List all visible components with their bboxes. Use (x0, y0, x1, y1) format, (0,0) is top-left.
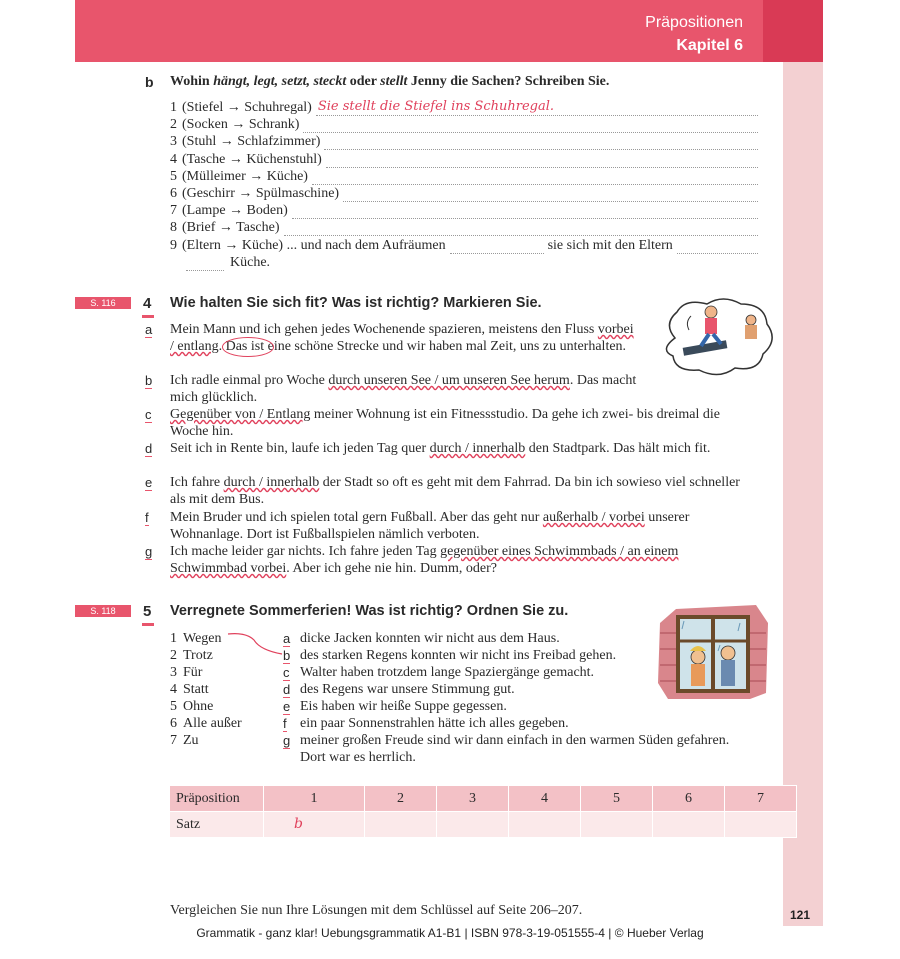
exercise-4-number: 4 (143, 295, 152, 312)
exercise-4-title: Wie halten Sie sich fit? Was ist richtig? Markieren Sie. (170, 295, 542, 311)
list-item (170, 543, 730, 577)
list-item (170, 681, 209, 698)
table-cell: 7 (725, 786, 797, 812)
item-text: Mein Mann und ich gehen jedes Wochenende spazieren, meistens den Fluss (170, 322, 595, 337)
item-number: 5 (170, 168, 177, 184)
list-item: des starken Regens konnten wir nicht ins Freibad gehen. (300, 648, 617, 663)
page-number: 121 (790, 908, 811, 922)
answer-options[interactable]: Gegenüber von / Entlang (170, 407, 311, 422)
answer-options[interactable]: durch / innerhalb (223, 475, 320, 490)
answer-options[interactable]: gegenüber eines Schwimmbads / an einem Schwimmbad vorbei (170, 544, 679, 576)
item-letter: c (145, 407, 152, 422)
table-row-label: Präposition (170, 786, 264, 812)
answer-cell[interactable] (725, 812, 797, 838)
item-number: 6 (170, 186, 177, 201)
list-item (170, 647, 213, 664)
number-underline (142, 315, 154, 318)
answer-options[interactable]: außerhalb / vorbei (542, 510, 645, 525)
list-item: des Regens war unsere Stimmung gut. (300, 682, 515, 697)
list-item (170, 509, 730, 543)
chapter-number: Kapitel 6 (676, 37, 743, 54)
item-number: 4 (170, 682, 177, 697)
answer-blank[interactable] (326, 153, 758, 168)
answer-options[interactable]: vorbei / entlang (170, 322, 634, 354)
answer-cell[interactable] (437, 812, 509, 838)
answer-blank[interactable] (343, 187, 758, 202)
table-cell: 3 (437, 786, 509, 812)
answer-cell[interactable] (365, 812, 437, 838)
preposition-word: Wegen (183, 631, 222, 646)
rainy-window-illustration (656, 603, 770, 701)
list-item (170, 202, 758, 219)
answer-connector-line (226, 630, 286, 660)
list-item (170, 116, 758, 133)
compare-instruction: Vergleichen Sie nun Ihre Lösungen mit dem Schlüssel auf Seite 206–207. (170, 903, 583, 918)
sentence-letter: c (283, 665, 290, 680)
answer-cell[interactable] (653, 812, 725, 838)
chapter-banner (75, 0, 823, 62)
item-text: . Aber ich gehe nie hin. Dumm, oder? (286, 561, 497, 576)
table-row-label: Satz (170, 812, 264, 838)
item-text: sie sich mit den Eltern (547, 237, 673, 253)
item-prompt: (Eltern → Küche) ... und nach dem Aufräumen (182, 237, 446, 253)
exercise-b-instruction: Wohin hängt, legt, setzt, steckt oder stellt Jenny die Sachen? Schreiben Sie. (170, 74, 610, 89)
sentence-letter: g (283, 733, 291, 748)
item-number: 2 (170, 648, 177, 663)
item-text: Ich mache leider gar nichts. Ich fahre jeden Tag (170, 544, 437, 559)
answer-options[interactable]: durch unseren See / um unseren See herum (328, 373, 570, 388)
item-text: meiner Wohnung ist ein Fitnessstudio. Da gehe ich zwei- bis dreimal die Woche hin. (170, 407, 720, 439)
list-item: Walter haben trotzdem lange Spaziergänge gemacht. (300, 665, 595, 680)
item-text: Ich fahre (170, 475, 221, 490)
answer-blank[interactable] (303, 118, 758, 133)
answer-circle (222, 337, 274, 357)
item-text: den Stadtpark. Das hält mich fit. (525, 441, 711, 456)
page-ref-badge: S. 116 (75, 297, 131, 309)
answer-blank[interactable] (292, 204, 758, 219)
sentence-letter: f (283, 716, 287, 731)
preposition-word: Zu (183, 733, 199, 748)
sentence-letter: b (283, 648, 291, 663)
sentence-letter: d (283, 682, 291, 697)
item-text: Seit ich in Rente bin, laufe ich jeden Tag quer (170, 441, 427, 456)
handwritten-answer: b (294, 816, 303, 832)
answer-blank[interactable] (186, 258, 224, 271)
item-number: 6 (170, 716, 177, 731)
list-item (170, 715, 242, 732)
list-item: ein paar Sonnenstrahlen hätte ich alles gegeben. (300, 716, 569, 731)
preposition-word: Alle außer (183, 716, 242, 731)
answer-options[interactable]: durch / innerhalb (429, 441, 526, 456)
list-item (170, 372, 640, 406)
list-item-continuation (186, 254, 270, 271)
list-item (170, 698, 213, 715)
list-item (170, 151, 758, 168)
list-item (170, 185, 758, 202)
table-cell: 4 (509, 786, 581, 812)
list-item (170, 474, 750, 508)
item-text: Mein Bruder und ich spielen total gern Fußball. Aber das geht nur (170, 510, 540, 525)
item-letter: f (145, 510, 149, 525)
exercise-5-title: Verregnete Sommerferien! Was ist richtig? Ordnen Sie zu. (170, 603, 569, 619)
item-prompt: (Stiefel → Schuhregal) (182, 100, 312, 115)
exercise-5-number: 5 (143, 603, 152, 620)
table-cell: 2 (365, 786, 437, 812)
number-underline (142, 623, 154, 626)
item-number: 7 (170, 733, 177, 748)
item-letter: a (145, 322, 153, 337)
item-text: der Stadt so oft es geht mit dem Fahrrad. Da bin ich sowieso viel schneller als mit dem Bus. (170, 475, 740, 507)
item-prompt: (Brief → Tasche) (182, 220, 280, 236)
item-prompt: (Geschirr → Spülmaschine) (182, 186, 340, 201)
item-prompt: (Stuhl → Schlafzimmer) (182, 134, 321, 150)
preposition-word: Für (183, 665, 203, 680)
preposition-word: Trotz (183, 648, 213, 663)
item-number: 3 (170, 665, 177, 680)
list-item (170, 732, 199, 749)
answer-blank[interactable] (316, 101, 758, 116)
list-item: dicke Jacken konnten wir nicht aus dem Haus. (300, 631, 560, 646)
fitness-illustration (655, 296, 777, 380)
item-prompt: (Socken → Schrank) (182, 117, 300, 133)
item-letter: g (145, 544, 153, 559)
item-number: 4 (170, 151, 177, 167)
item-text: unserer Wohnanlage. Dort ist Fußballspielen nämlich verboten. (170, 510, 690, 542)
list-item (170, 664, 202, 681)
item-text: . Das macht mich glücklich. (170, 373, 637, 405)
list-item: Eis haben wir heiße Suppe gegessen. (300, 699, 507, 714)
item-prompt: (Mülleimer → Küche) (182, 168, 308, 184)
list-item (170, 168, 758, 185)
answer-blank[interactable] (284, 221, 758, 236)
list-item (170, 219, 758, 236)
answer-cell[interactable] (264, 812, 365, 838)
answer-blank[interactable] (450, 241, 544, 254)
list-item (170, 630, 222, 647)
answer-blank[interactable] (312, 170, 758, 185)
answer-cell[interactable] (581, 812, 653, 838)
item-number: 7 (170, 203, 177, 219)
list-item: meiner großen Freude sind wir dann einfach in den warmen Süden gefahren. (300, 733, 730, 748)
table-row (170, 812, 797, 838)
item-number: 9 (170, 237, 177, 253)
item-letter: d (145, 441, 153, 456)
table-cell: 5 (581, 786, 653, 812)
credit-line: Grammatik - ganz klar! Uebungsgrammatik A1-B1 | ISBN 978-3-19-051555-4 | © Hueber Verlag (196, 926, 704, 940)
table-cell: 1 (264, 786, 365, 812)
answer-blank[interactable] (324, 135, 758, 150)
list-item (170, 440, 750, 457)
table-cell: 6 (653, 786, 725, 812)
list-item: Dort war es herrlich. (300, 750, 416, 765)
sentence-letter: a (283, 631, 291, 646)
exercise-b-letter: b (145, 74, 154, 90)
item-letter: b (145, 373, 153, 388)
item-number: 3 (170, 134, 177, 150)
item-number: 1 (170, 100, 177, 115)
item-number: 2 (170, 117, 177, 133)
item-number: 5 (170, 699, 177, 714)
sentence-letter: e (283, 699, 291, 714)
handwritten-answer: Sie stellt die Stiefel ins Schuhregal. (317, 99, 554, 114)
item-text: Küche. (230, 254, 271, 270)
answer-table (169, 785, 797, 838)
list-item (170, 237, 758, 254)
item-letter: e (145, 475, 153, 490)
answer-blank[interactable] (677, 241, 758, 254)
item-number: 8 (170, 220, 177, 236)
list-item (170, 133, 758, 150)
list-item (170, 406, 760, 440)
item-text: Ich radle einmal pro Woche (170, 373, 325, 388)
item-text: . Das ist eine schöne Strecke und wir haben mal Zeit, uns zu unterhalten. (218, 339, 627, 354)
preposition-word: Ohne (183, 699, 214, 714)
item-number: 1 (170, 631, 177, 646)
banner-tab (763, 0, 823, 62)
item-prompt: (Lampe → Boden) (182, 203, 288, 219)
page-ref-badge: S. 118 (75, 605, 131, 617)
chapter-title: Präpositionen (645, 14, 743, 31)
preposition-word: Statt (183, 682, 209, 697)
list-item (170, 99, 758, 116)
answer-cell[interactable] (509, 812, 581, 838)
table-row (170, 786, 797, 812)
item-prompt: (Tasche → Küchenstuhl) (182, 151, 322, 167)
